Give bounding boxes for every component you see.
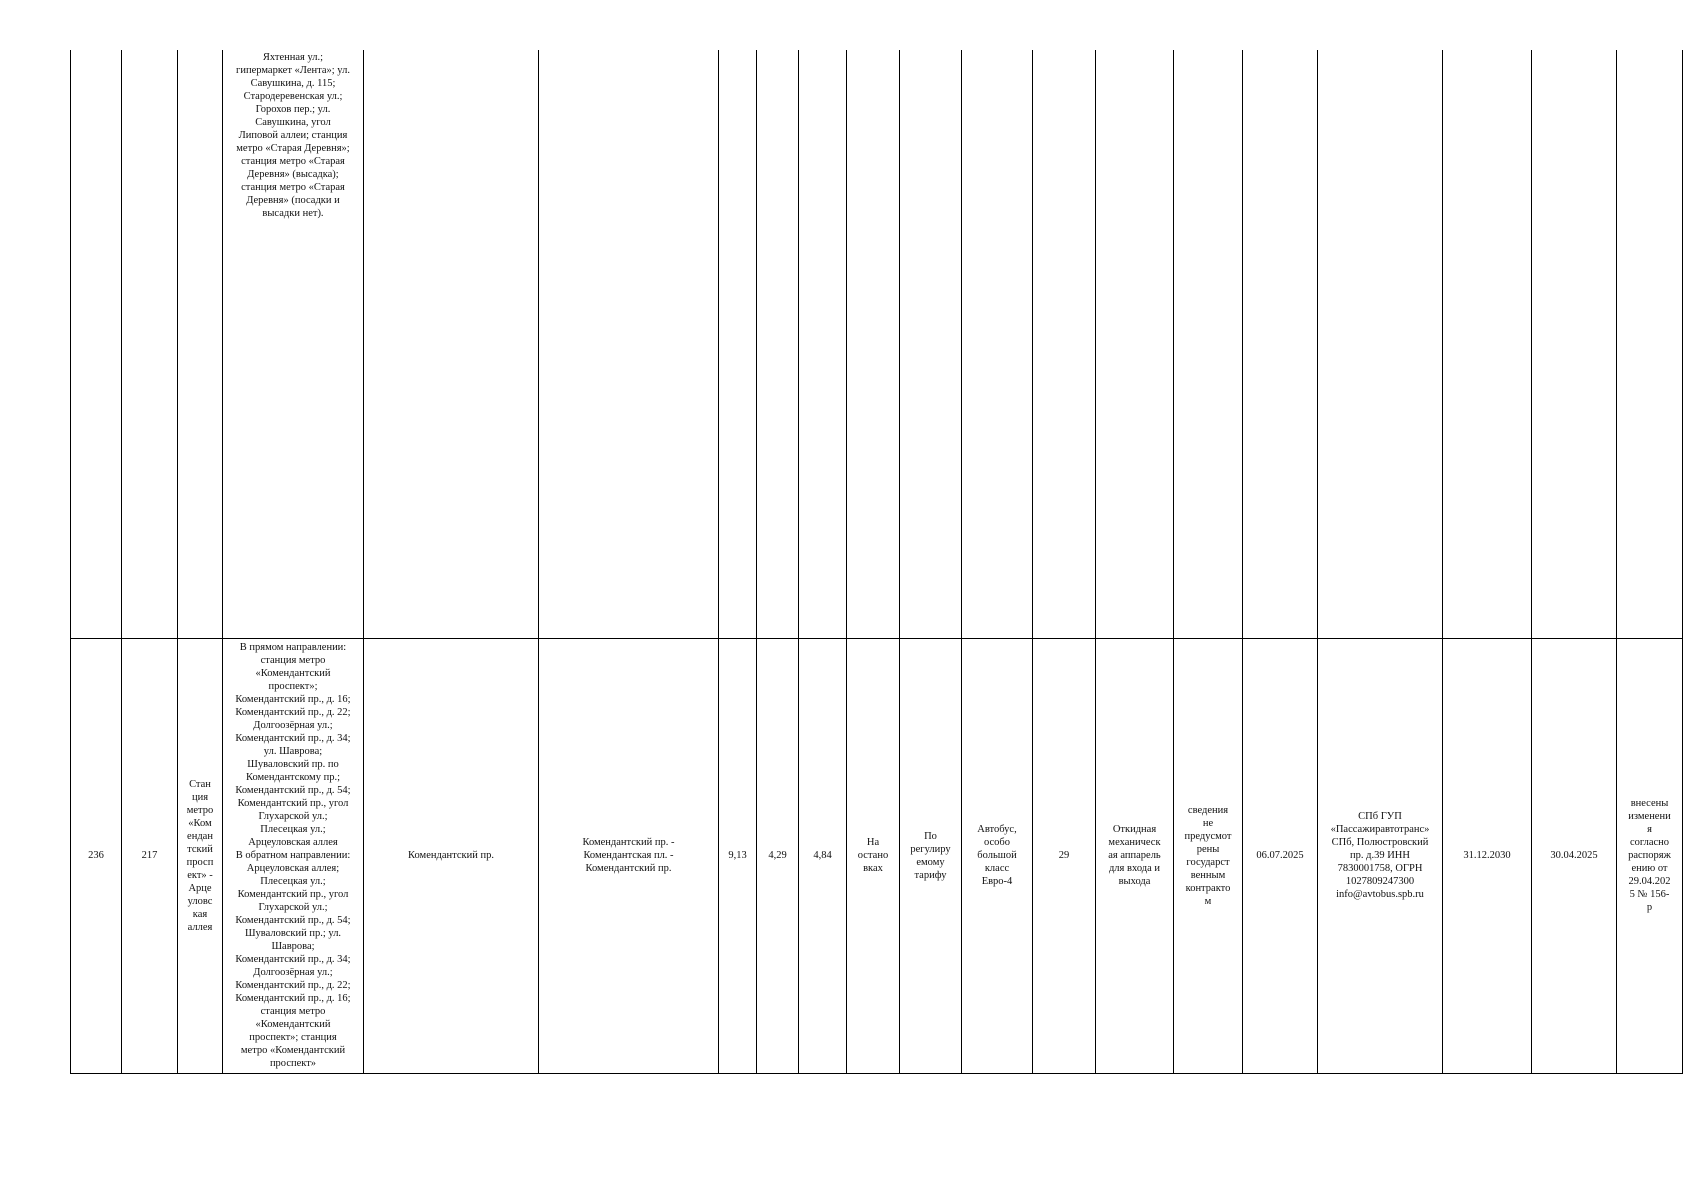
cell-start-date bbox=[1243, 50, 1318, 638]
cell-route-name bbox=[178, 50, 223, 638]
cell-boarding-order bbox=[847, 50, 900, 638]
cell-length-reverse: 4,84 bbox=[799, 638, 847, 1073]
cell-tariff: По регулиру емому тарифу bbox=[900, 638, 962, 1073]
cell-route-no: 217 bbox=[122, 638, 178, 1073]
table-row-continued bbox=[71, 50, 1683, 638]
cell-streets: Комендантский пр. bbox=[364, 638, 539, 1073]
cell-start-date: 06.07.2025 bbox=[1243, 638, 1318, 1073]
cell-length-total: 9,13 bbox=[719, 638, 757, 1073]
cell-seq-no: 236 bbox=[71, 638, 122, 1073]
cell-carrier: СПб ГУП «Пассажиравтотранс» СПб, Полюстровский пр. д.39 ИНН 7830001758, ОГРН 1027809247300 info@avtobus.spb.ru bbox=[1318, 638, 1443, 1073]
cell-note bbox=[1617, 50, 1683, 638]
cell-boarding-order: На остано вках bbox=[847, 638, 900, 1073]
cell-vehicle bbox=[962, 50, 1033, 638]
route-registry-table bbox=[70, 50, 1683, 1074]
cell-streets-reverse bbox=[539, 50, 719, 638]
cell-tariff bbox=[900, 50, 962, 638]
cell-length-reverse bbox=[799, 50, 847, 638]
cell-contract-info bbox=[1174, 50, 1243, 638]
cell-streets-reverse: Комендантский пр. - Комендантская пл. - Комендантский пр. bbox=[539, 638, 719, 1073]
cell-vehicle-count bbox=[1033, 50, 1096, 638]
cell-accessibility bbox=[1096, 50, 1174, 638]
cell-route-name: Стан ция метро «Ком ендан тский просп ект» - Арце уловс кая аллея bbox=[178, 638, 223, 1073]
cell-end-date: 31.12.2030 bbox=[1443, 638, 1532, 1073]
table-row-236 bbox=[71, 638, 1683, 1073]
cell-note: внесены изменени я согласно распоряж ению от 29.04.202 5 № 156- р bbox=[1617, 638, 1683, 1073]
cell-stops: Яхтенная ул.; гипермаркет «Лента»; ул. Савушкина, д. 115; Стародеревенская ул.; Горохов пер.; ул. Савушкина, угол Липовой аллеи; станция метро «Старая Деревня»; станция метро «Старая Деревня» (высадка); станция метро «Старая Деревня» (посадки и высадки нет). bbox=[223, 50, 364, 638]
cell-change-date bbox=[1532, 50, 1617, 638]
cell-length-forward bbox=[757, 50, 799, 638]
cell-carrier bbox=[1318, 50, 1443, 638]
cell-change-date: 30.04.2025 bbox=[1532, 638, 1617, 1073]
cell-accessibility: Откидная механическ ая аппарель для входа и выхода bbox=[1096, 638, 1174, 1073]
cell-stops: В прямом направлении: станция метро «Комендантский проспект»; Комендантский пр., д. 16; Комендантский пр., д. 22; Долгоозёрная ул.; Комендантский пр., д. 34; ул. Шаврова; Шуваловский пр. по Комендантскому пр.; Комендантский пр., д. 54; Комендантский пр., угол Глухарской ул.; Плесецкая ул.; Арцеуловская аллея В обратном направлении: Арцеуловская аллея; Плесецкая ул.; Комендантский пр., угол Глухарской ул.; Комендантский пр., д. 54; Шуваловский пр.; ул. Шаврова; Комендантский пр., д. 34; Долгоозёрная ул.; Комендантский пр., д. 22; Комендантский пр., д. 16; станция метро «Комендантский проспект»; станция метро «Комендантский проспект» bbox=[223, 638, 364, 1073]
cell-contract-info: сведения не предусмот рены государст венным контракто м bbox=[1174, 638, 1243, 1073]
cell-vehicle-count: 29 bbox=[1033, 638, 1096, 1073]
cell-seq-no bbox=[71, 50, 122, 638]
cell-length-forward: 4,29 bbox=[757, 638, 799, 1073]
cell-end-date bbox=[1443, 50, 1532, 638]
cell-vehicle: Автобус, особо большой класс Евро-4 bbox=[962, 638, 1033, 1073]
cell-length-total bbox=[719, 50, 757, 638]
cell-route-no bbox=[122, 50, 178, 638]
cell-streets bbox=[364, 50, 539, 638]
